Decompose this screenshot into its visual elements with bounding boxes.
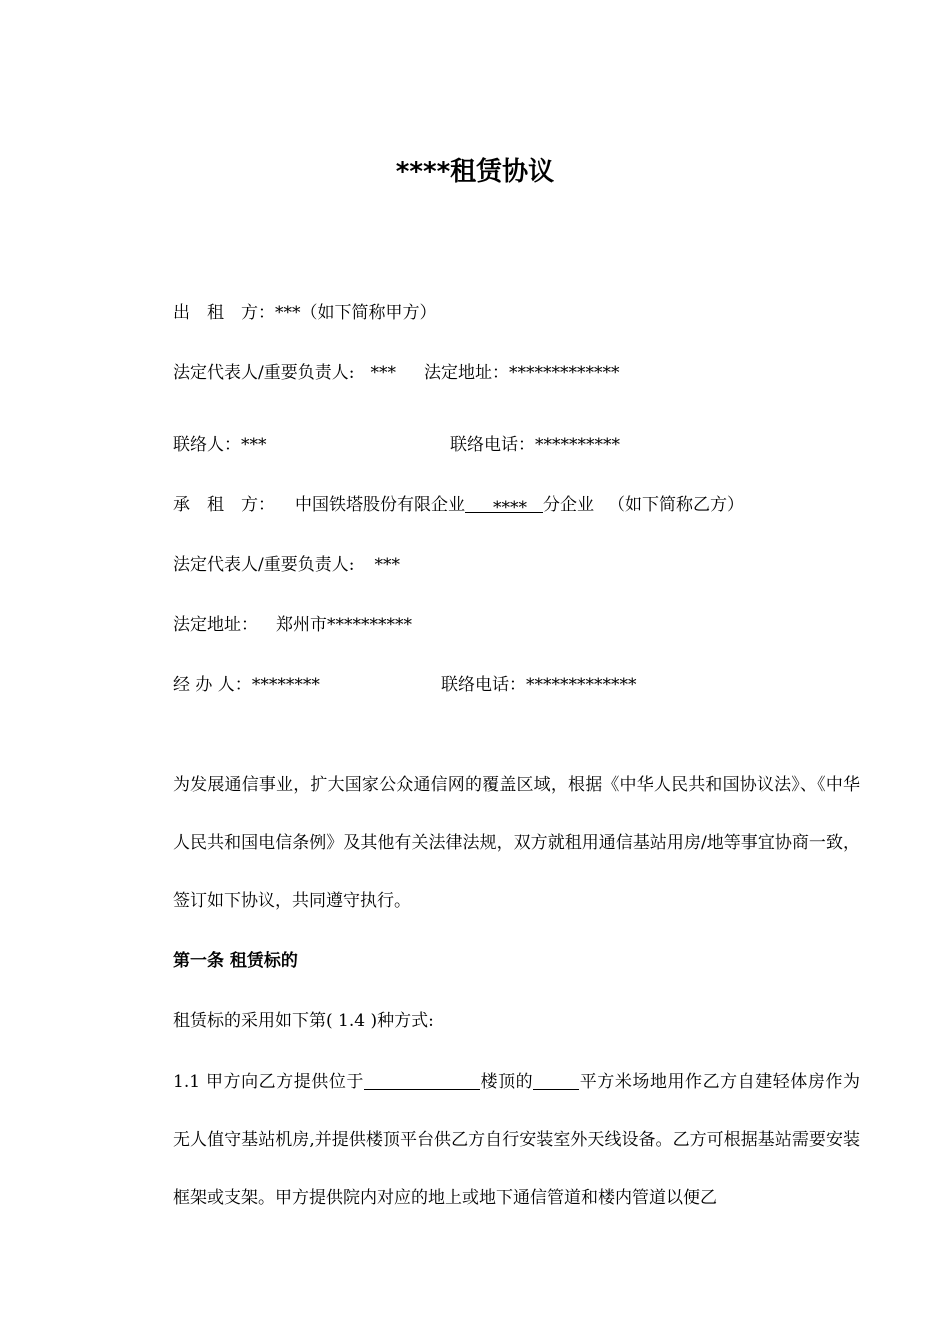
lessee-branch: **** <box>493 494 543 513</box>
lessor-addr-label: 法定地址： <box>423 363 509 383</box>
lessor-contact-value: *** <box>241 435 267 455</box>
lessee-company: 中国铁塔股份有限企业 <box>295 495 465 515</box>
lessee-rep-value: *** <box>374 555 400 575</box>
lessee-line <box>173 491 744 519</box>
lessee-agent-line <box>173 671 637 699</box>
lessor-rep-label: 法定代表人/重要负责人: <box>173 363 355 383</box>
document-title: ****租赁协议 <box>395 157 555 187</box>
clause-1-1 <box>125 1053 860 1227</box>
lessee-agent-value: ******** <box>251 675 320 695</box>
lessor-contact-line <box>173 431 620 459</box>
lessor-addr-value: ************* <box>508 363 620 383</box>
lessee-branch-suffix: 分企业 <box>543 495 594 515</box>
lessor-phone-label: 联络电话： <box>450 435 535 455</box>
lessor-label: 出 租 方： <box>173 303 275 323</box>
lessee-addr-line <box>173 611 412 639</box>
preamble-text: 为发展通信事业，扩大国家公众通信网的覆盖区域，根据《中华人民共和国协议法》、《中华人民共和国电信条例》及其他有关法律法规，双方就租用通信基站用房/地等事宜协商一致，签订如下协议，共同遵守执行。 <box>173 775 860 911</box>
lessor-line <box>173 299 437 327</box>
lessor-rep-value: *** <box>370 363 396 383</box>
article-1-mode: 租赁标的采用如下第( 1.4 )种方式: <box>173 1011 434 1031</box>
location-blank <box>364 1071 480 1090</box>
clause-1-1-part-a: 1.1 甲方向乙方提供位于 <box>173 1072 364 1092</box>
lessee-rep-line <box>173 551 400 579</box>
lessee-addr-value: 郑州市********** <box>276 615 412 635</box>
lessee-agent-label: 经 办 人： <box>173 675 252 695</box>
lessee-rep-label: 法定代表人/重要负责人: <box>173 555 355 575</box>
area-blank <box>533 1071 579 1090</box>
clause-1-1-part-b: 楼顶的 <box>479 1072 534 1092</box>
lessor-contact-label: 联络人： <box>173 435 241 455</box>
clause-1-1-part-c: 平方米场地用作乙方自建轻体房作为无人值守基站机房,并提供楼顶平台供乙方自行安装室外天线设备。乙方可根据基站需要安装框架或支架。甲方提供院内对应的地上或地下通信管道和楼内管道以便乙 <box>173 1072 861 1208</box>
lessor-rep-line <box>173 359 619 387</box>
lessee-label: 承 租 方： <box>173 495 275 515</box>
lessee-abbr: （如下简称乙方） <box>608 495 744 515</box>
lessor-phone-value: ********** <box>535 435 620 455</box>
lessor-value: ***（如下简称甲方） <box>275 303 437 323</box>
lessee-phone-label: 联络电话： <box>441 675 526 695</box>
preamble-paragraph <box>125 756 860 930</box>
lessee-addr-label: 法定地址： <box>173 615 258 635</box>
article-1-heading: 第一条 租赁标的 <box>173 951 298 971</box>
lessee-phone-value: ************* <box>526 675 637 695</box>
